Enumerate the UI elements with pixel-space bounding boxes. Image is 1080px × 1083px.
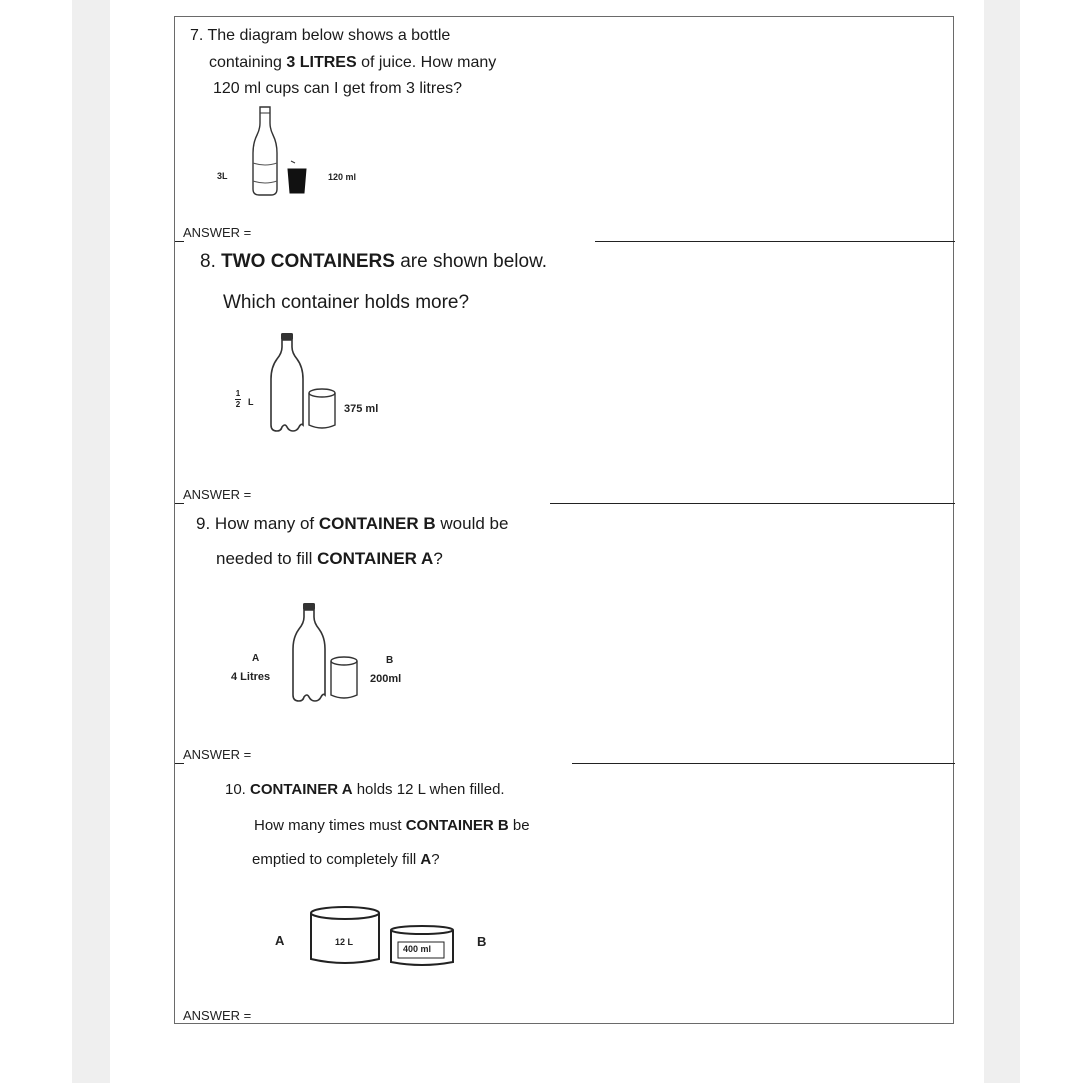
q9-bottle-icon — [289, 601, 329, 705]
q8-cup-label: 375 ml — [344, 403, 379, 415]
right-gutter — [984, 0, 1020, 1083]
q10-line2: How many times must CONTAINER B be — [254, 817, 530, 834]
q7-line3: 120 ml cups can I get from 3 litres? — [213, 80, 462, 97]
q9-a-label: A — [252, 653, 260, 664]
q9-b-value: 200ml — [370, 673, 402, 685]
q7-litres-bold: 3 LITRES — [286, 54, 357, 71]
q9-line1: 9. How many of CONTAINER B would be — [196, 514, 509, 533]
q9-container-b-bold: CONTAINER B — [318, 514, 436, 533]
q10-b-value: 400 ml — [403, 944, 432, 954]
q8-divider-left — [175, 503, 184, 504]
q9-line2: needed to fill CONTAINER A? — [216, 549, 443, 568]
q9-b-label: B — [386, 655, 394, 666]
q7-number: 7. — [190, 27, 204, 44]
q7-bottle-label: 3L — [217, 171, 228, 181]
q10-container-a-icon — [308, 905, 382, 967]
q8-fraction: 1 2 — [235, 389, 241, 409]
q9-divider-left — [175, 763, 184, 764]
q7-answer[interactable]: ANSWER = — [183, 225, 252, 240]
q7-cup-icon — [287, 159, 307, 195]
q8-number: 8. — [200, 251, 216, 272]
q7-divider-left — [175, 241, 184, 242]
q10-a-label: A — [275, 933, 285, 948]
q10-container-a-bold: CONTAINER A — [250, 781, 353, 798]
q8-line1: 8. TWO CONTAINERS are shown below. — [200, 251, 548, 272]
q7-line2: containing 3 LITRES of juice. How many — [209, 54, 497, 71]
q8-divider-right — [550, 503, 955, 504]
q10-b-label: B — [477, 934, 487, 949]
q9-a-value: 4 Litres — [231, 671, 271, 683]
q10-answer[interactable]: ANSWER = — [183, 1008, 252, 1023]
q9-number: 9. — [196, 514, 211, 533]
q9-answer[interactable]: ANSWER = — [183, 747, 252, 762]
q10-number: 10. — [225, 781, 246, 798]
q9-divider-right — [572, 763, 955, 764]
q7-cup-label: 120 ml — [328, 172, 357, 182]
q7-divider-right — [595, 241, 955, 242]
q8-bottle-unit: L — [248, 397, 254, 407]
q9-container-a-bold: CONTAINER A — [317, 549, 434, 568]
q10-a-value: 12 L — [335, 937, 354, 947]
q8-answer[interactable]: ANSWER = — [183, 487, 252, 502]
q7-line1-text: The diagram below shows a bottle — [207, 27, 451, 44]
q10-line1: 10. CONTAINER A holds 12 L when filled. — [225, 781, 505, 798]
q7-line1 — [190, 23, 450, 49]
q8-line2: Which container holds more? — [223, 292, 470, 313]
worksheet-page — [174, 16, 954, 1024]
q7-bottle-icon — [249, 105, 281, 197]
q10-container-b-bold: CONTAINER B — [405, 817, 509, 834]
q9-cup-icon — [327, 655, 361, 701]
q8-bottle-icon — [267, 331, 307, 435]
q10-line3: emptied to completely fill A? — [252, 851, 440, 868]
q8-cup-icon — [305, 387, 339, 431]
left-gutter — [72, 0, 110, 1083]
q8-title-bold: TWO CONTAINERS — [221, 251, 395, 272]
